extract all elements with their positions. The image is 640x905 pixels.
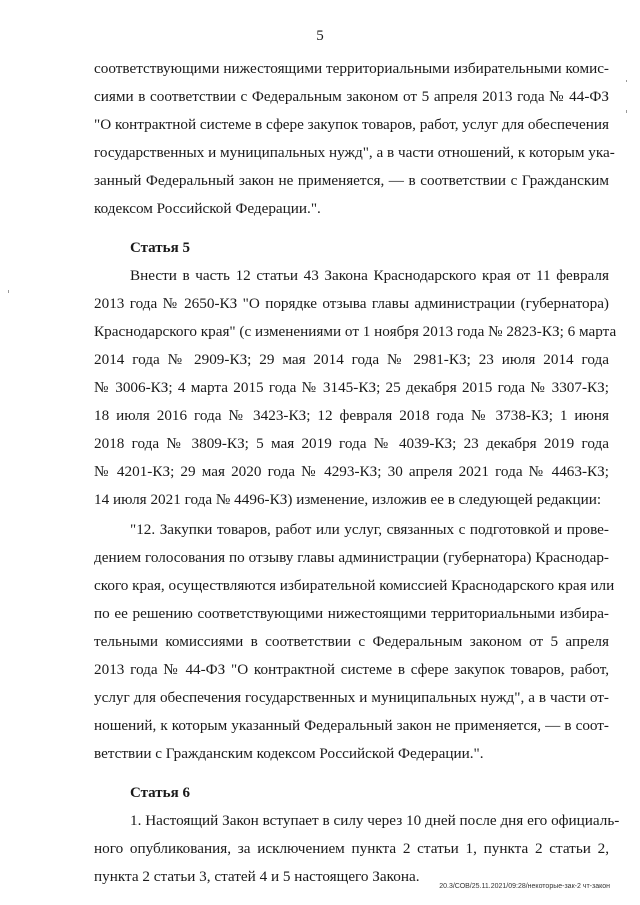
- text-line: "О контрактной системе в сфере закупок товаров, работ, услуг для обеспечения: [94, 116, 610, 133]
- text-line: № 3006-КЗ; 4 марта 2015 года № 3145-КЗ; 25 декабря 2015 года № 3307-КЗ;: [94, 379, 609, 396]
- text-line: № 4201-КЗ; 29 мая 2020 года № 4293-КЗ; 30 апреля 2021 года № 4463-КЗ;: [94, 463, 609, 480]
- text-line: 18 июля 2016 года № 3423-КЗ; 12 февраля 2018 года № 3738-КЗ; 1 июня: [94, 407, 609, 424]
- text-line: ского края, осуществляются избирательной комиссией Краснодарского края или: [94, 577, 615, 594]
- text-line: соответствующими нижестоящими территориальными избирательными комис-: [94, 60, 609, 77]
- text-line: тельными комиссиями в соответствии с Федеральным законом от 5 апреля: [94, 633, 609, 650]
- text-line: Краснодарского края" (с изменениями от 1 ноября 2013 года № 2823-КЗ; 6 марта: [94, 323, 617, 340]
- text-line: ветствии с Гражданским кодексом Российской Федерации.".: [94, 745, 484, 762]
- margin-mark: [8, 290, 9, 293]
- text-line: 2018 года № 3809-КЗ; 5 мая 2019 года № 4039-КЗ; 23 декабря 2019 года: [94, 435, 609, 452]
- text-line: 2013 года № 44-ФЗ "О контрактной системе в сфере закупок товаров, работ,: [94, 661, 609, 678]
- text-line: ного опубликования, за исключением пункта 2 статьи 1, пункта 2 статьи 2,: [94, 840, 609, 857]
- text-line: дением голосования по отзыву главы администрации (губернатора) Краснодар-: [94, 549, 609, 566]
- text-line: пункта 2 статьи 3, статей 4 и 5 настоящего Закона.: [94, 868, 420, 885]
- text-line: государственных и муниципальных нужд", а в части отношений, к которым ука-: [94, 144, 615, 161]
- text-line: "12. Закупки товаров, работ или услуг, связанных с подготовкой и прове-: [130, 521, 609, 538]
- page-number: 5: [316, 28, 324, 44]
- text-line: занный Федеральный закон не применяется, — в соответствии с Гражданским: [94, 172, 609, 189]
- article-6-heading: Статья 6: [130, 785, 190, 801]
- text-line: 2014 года № 2909-КЗ; 29 мая 2014 года № 2981-КЗ; 23 июля 2014 года: [94, 351, 609, 368]
- article-5-heading: Статья 5: [130, 240, 190, 256]
- margin-mark: [626, 110, 627, 113]
- text-line: сиями в соответствии с Федеральным законом от 5 апреля 2013 года № 44-ФЗ: [94, 88, 609, 105]
- text-line: Внести в часть 12 статьи 43 Закона Краснодарского края от 11 февраля: [130, 267, 609, 284]
- text-line: по ее решению соответствующими нижестоящими территориальными избира-: [94, 605, 609, 622]
- footer-document-code: 20.3/СОВ/25.11.2021/09:28/некоторые-зак-2 чт-закон: [439, 883, 610, 890]
- text-line: 2013 года № 2650-КЗ "О порядке отзыва главы администрации (губернатора): [94, 295, 609, 312]
- margin-mark: [626, 80, 627, 82]
- text-line: ношений, к которым указанный Федеральный закон не применяется, — в соот-: [94, 717, 609, 734]
- text-line: кодексом Российской Федерации.".: [94, 200, 321, 217]
- text-line: 14 июля 2021 года № 4496-КЗ) изменение, изложив ее в следующей редакции:: [94, 491, 602, 508]
- text-line: 1. Настоящий Закон вступает в силу через 10 дней после дня его официаль-: [130, 812, 620, 829]
- text-line: услуг для обеспечения государственных и муниципальных нужд", а в части от-: [94, 689, 609, 706]
